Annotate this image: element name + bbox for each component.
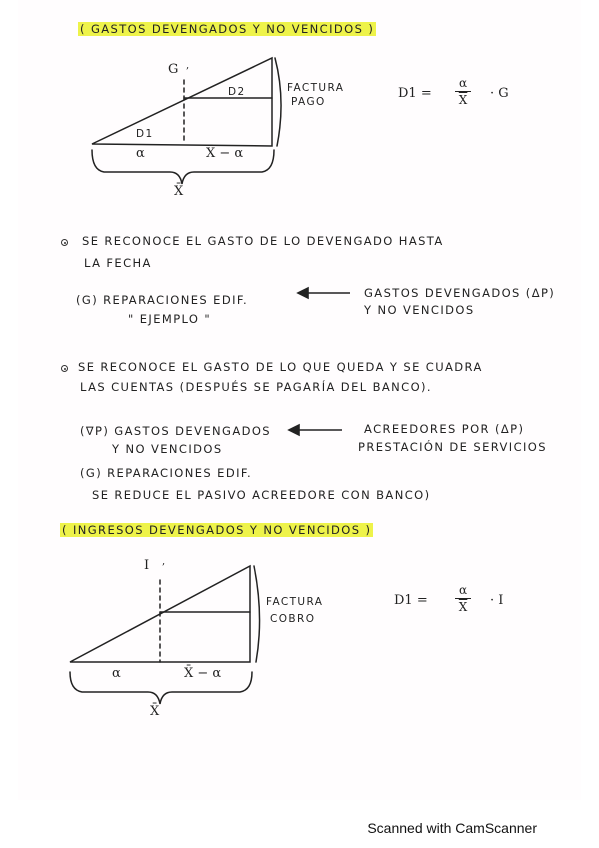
bottom-brace-2 [70, 672, 252, 704]
formula-1-fraction: $\frac{\alpha}{X}$ [455, 76, 471, 107]
label-D2: D2 [228, 86, 246, 98]
entry-1-left-line-2: " EJEMPLO " [128, 312, 212, 326]
entry-1-left-line-1: (G) REPARACIONES EDIF. [76, 293, 249, 307]
label-D1: D1 [136, 128, 154, 140]
formula-1-lhs: D1 = [398, 86, 432, 101]
label-factura: FACTURA [287, 82, 345, 94]
label-pago: PAGO [291, 96, 326, 108]
entry-1-right-line-2: Y NO VENCIDOS [364, 303, 475, 317]
label-alpha: α [136, 146, 145, 161]
entry-2-line-4: SE REDUCE EL PASIVO ACREEDORE CON BANCO) [92, 488, 431, 502]
label-factura-2: FACTURA [266, 596, 324, 608]
entry-2-right-line-2: PRESTACIÓN DE SERVICIOS [358, 440, 547, 454]
bullet-2-line-1: SE RECONOCE EL GASTO DE LO QUE QUEDA Y SE CUADRA [78, 360, 483, 374]
entry-2-left-line-2: Y NO VENCIDOS [112, 442, 223, 456]
bullet-2-line-2: LAS CUENTAS (DESPUÉS SE PAGARÍA DEL BANCO). [80, 380, 432, 394]
entry-2-left-line-1: (∇P) GASTOS DEVENGADOS [80, 424, 272, 438]
formula-2-lhs: D1 = [394, 593, 428, 608]
label-alpha-2: α [112, 666, 121, 681]
entry-1-right-line-1: GASTOS DEVENGADOS (ΔP) [364, 286, 556, 300]
label-xbar-minus-alpha-2: X̄ − α [184, 666, 222, 681]
label-xbar: X̄ [174, 184, 184, 199]
scanner-watermark: Scanned with CamScanner [367, 820, 537, 836]
section-2-title: ( INGRESOS DEVENGADOS Y NO VENCIDOS ) [62, 523, 372, 537]
bullet-1-line-2: LA FECHA [84, 256, 152, 270]
label-xbar-2: X̄ [150, 704, 160, 719]
formula-2-fraction: $\frac{\alpha}{X}$ [455, 583, 471, 614]
formula-2-rhs: · I [490, 593, 504, 608]
label-xbar-minus-alpha: X̄ − α [206, 146, 244, 161]
section-1-title: ( GASTOS DEVENGADOS Y NO VENCIDOS ) [80, 22, 375, 36]
camscanner-footer [0, 818, 599, 837]
label-G: G [168, 62, 179, 77]
label-cobro: COBRO [270, 613, 316, 625]
right-brace-2 [254, 566, 260, 662]
bullet-1-line-1: SE RECONOCE EL GASTO DE LO DEVENGADO HASTA [82, 234, 444, 248]
entry-2-line-3: (G) REPARACIONES EDIF. [80, 466, 253, 480]
formula-1-rhs: · G [490, 86, 509, 101]
label-I: I [144, 558, 150, 573]
entry-2-right-line-1: ACREEDORES POR (ΔP) [364, 422, 525, 436]
